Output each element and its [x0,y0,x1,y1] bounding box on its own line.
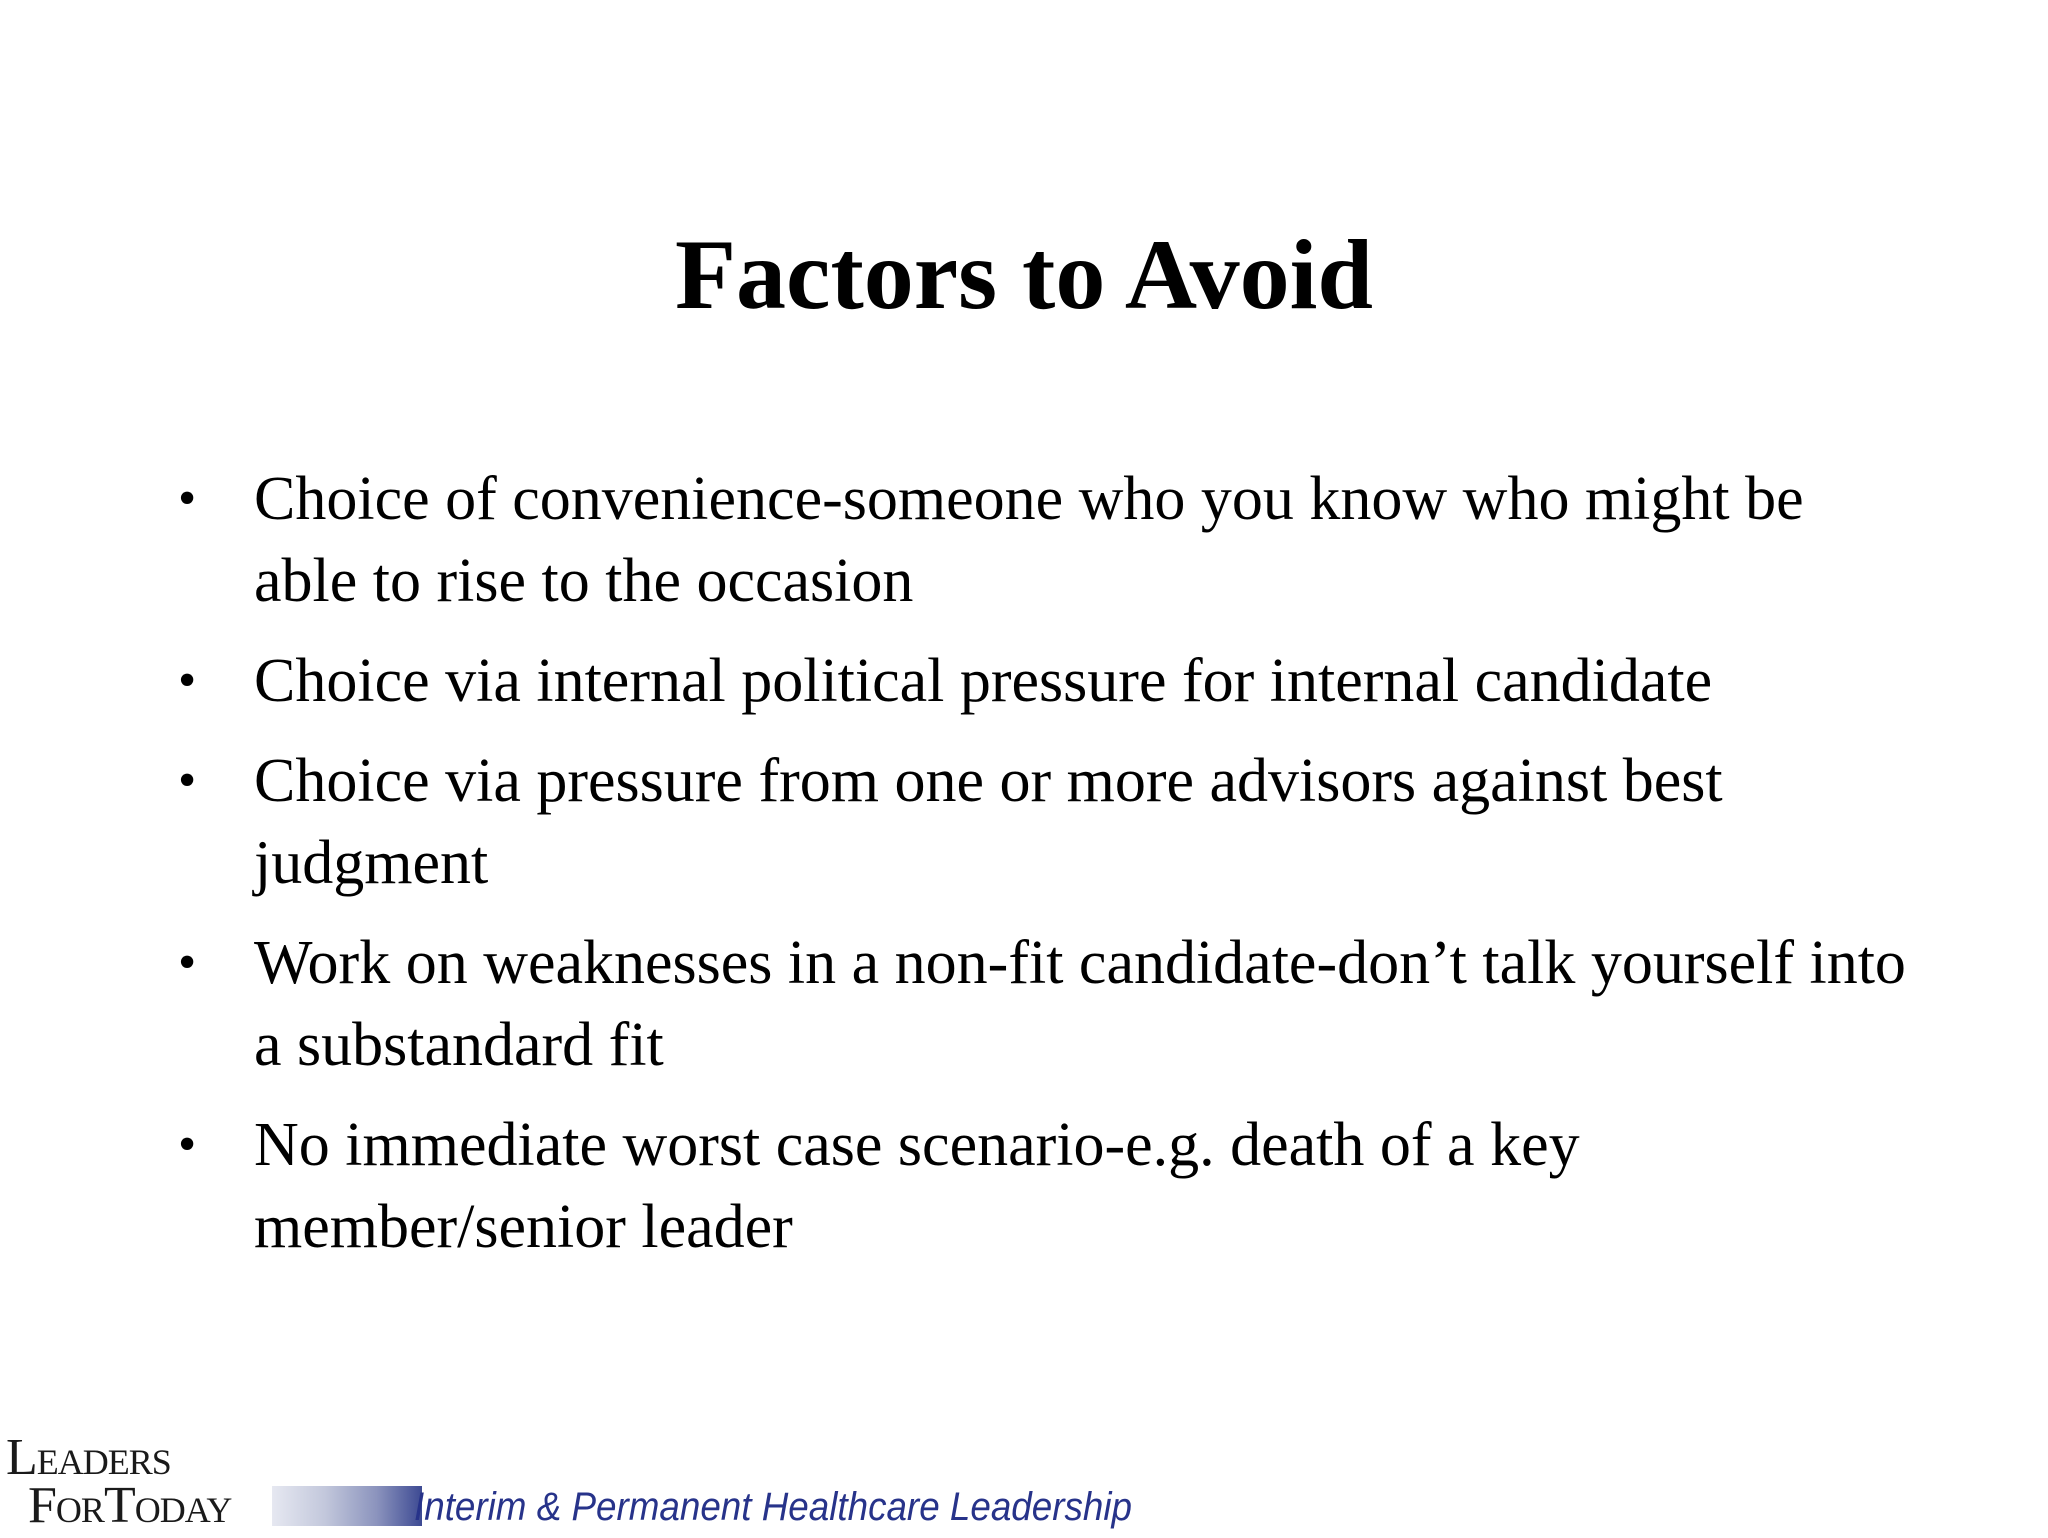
bullet-item [170,640,1910,722]
bullet-icon: • [178,470,197,527]
bullet-icon: • [178,652,197,709]
bullet-text: Choice via pressure from one or more advisors against best judgment [254,747,1723,897]
banner-gradient-bar [272,1486,422,1526]
logo-word: OR [55,1490,104,1530]
bullet-item [170,740,1910,904]
bullet-icon: • [178,1116,197,1173]
logo-word: EADERS [36,1442,171,1482]
bullet-text: Work on weaknesses in a non-fit candidate-don’t talk yourself into a substandard fit [254,929,1906,1079]
leaders-for-today-logo [0,1430,250,1536]
bullet-item [170,922,1910,1086]
footer-tagline: Interim & Permanent Healthcare Leadership [414,1485,1132,1529]
bullet-icon: • [178,934,197,991]
logo-line-for-today [28,1478,231,1538]
slide-title: Factors to Avoid [674,219,1374,330]
bullet-list [170,458,1910,1286]
bullet-item [170,1104,1910,1268]
bullet-text: Choice of convenience-someone who you know who might be able to rise to the occasion [254,465,1804,615]
logo-initial: L [6,1429,37,1486]
bullet-text: Choice via internal political pressure for internal candidate [254,647,1713,715]
bullet-item [170,458,1910,622]
bullet-icon: • [178,752,197,809]
bullet-text: No immediate worst case scenario-e.g. death of a key member/senior leader [254,1111,1580,1261]
logo-word: ODAY [134,1490,232,1530]
logo-initial: F [28,1477,56,1534]
footer-banner [272,1482,1132,1532]
logo-initial: T [103,1477,135,1534]
